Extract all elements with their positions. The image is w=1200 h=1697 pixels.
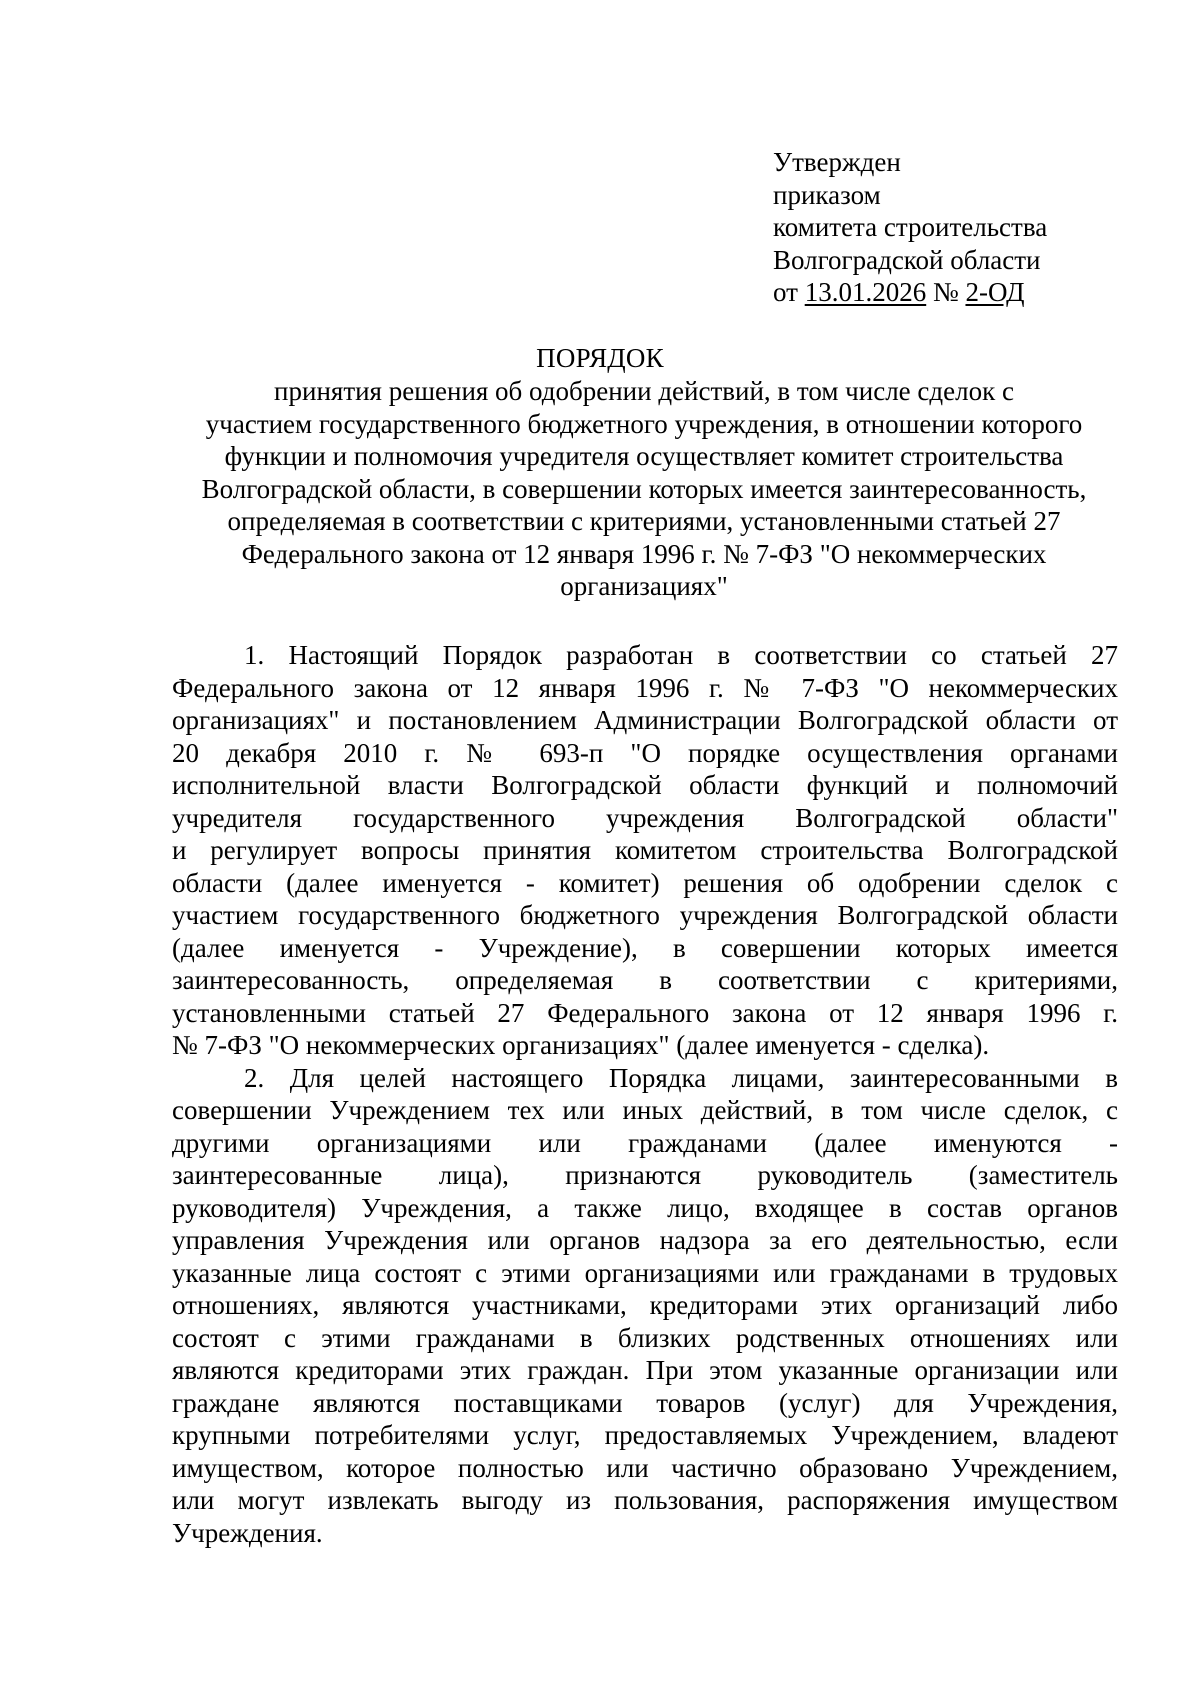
approval-line: приказом — [773, 179, 881, 210]
text-line: руководителя) Учреждения, а также лицо, входящее в состав органов — [172, 1192, 1118, 1223]
date-prefix: от — [773, 277, 805, 307]
text-line: Учреждения. — [172, 1517, 323, 1548]
text-line: учредителя государственного учреждения Волгоградской области" — [172, 802, 1118, 833]
text-line: и регулирует вопросы принятия комитетом строительства Волгоградской — [172, 835, 1118, 865]
subtitle-line: организациях" — [560, 571, 728, 601]
text-line: управления Учреждения или органов надзора за его деятельностью, если — [172, 1225, 1118, 1255]
text-line: 2. Для целей настоящего Порядка лицами, заинтересованными в — [244, 1062, 1118, 1093]
text-line: или могут извлекать выгоду из пользования, распоряжения имуществом — [172, 1485, 1118, 1515]
approval-line: Утвержден — [773, 147, 901, 177]
approval-date-line — [773, 276, 1047, 309]
text-line: организациях" и постановлением Администрации Волгоградской области от — [172, 705, 1118, 735]
approval-line: комитета строительства — [773, 212, 1048, 242]
text-line: граждане являются поставщиками товаров (услуг) для Учреждения, — [172, 1387, 1118, 1418]
text-line: участием государственного бюджетного учреждения Волгоградской области — [172, 900, 1118, 930]
order-date: 13.01.2026 — [804, 277, 927, 307]
text-line: Федерального закона от 12 января 1996 г. № 7-ФЗ "О некоммерческих — [172, 672, 1118, 703]
document-body — [172, 639, 1118, 1549]
text-line: области (далее именуется - комитет) решения об одобрении сделок с — [172, 867, 1118, 898]
subtitle-line: участием государственного бюджетного учреждения, в отношении которого — [205, 408, 1083, 439]
text-line: являются кредиторами этих граждан. При этом указанные организации или — [172, 1355, 1118, 1385]
subtitle-line: функции и полномочия учредителя осуществляет комитет строительства — [224, 441, 1064, 471]
document-title: ПОРЯДОК — [536, 343, 664, 373]
approval-block — [773, 146, 1047, 309]
text-line: № 7-ФЗ "О некоммерческих организациях" (далее именуется - сделка). — [172, 1030, 990, 1060]
text-line: имуществом, которое полностью или частично образовано Учреждением, — [172, 1452, 1118, 1483]
text-line: отношениях, являются участниками, кредиторами этих организаций либо — [172, 1290, 1118, 1320]
text-line: установленными статьей 27 Федерального закона от 12 января 1996 г. — [172, 997, 1118, 1028]
text-line: заинтересованность, определяемая в соответствии с критериями, — [172, 965, 1118, 995]
text-line: совершении Учреждением тех или иных действий, в том числе сделок, с — [172, 1095, 1118, 1125]
paragraph-2 — [172, 1062, 1118, 1550]
approval-line: Волгоградской области — [773, 244, 1041, 275]
text-line: 1. Настоящий Порядок разработан в соответствии со статьей 27 — [244, 640, 1118, 670]
text-line: крупными потребителями услуг, предоставляемых Учреждением, владеют — [172, 1420, 1118, 1450]
text-line: (далее именуется - Учреждение), в совершении которых имеется — [172, 932, 1118, 963]
subtitle-line: Волгоградской области, в совершении которых имеется заинтересованность, — [201, 473, 1087, 504]
subtitle-line: Федерального закона от 12 января 1996 г. № 7-ФЗ "О некоммерческих — [241, 538, 1047, 569]
text-line: другими организациями или гражданами (далее именуются - — [172, 1127, 1118, 1158]
text-line: исполнительной власти Волгоградской области функций и полномочий — [172, 770, 1118, 800]
subtitle-line: определяемая в соответствии с критериями, установленными статьей 27 — [227, 506, 1061, 536]
document-subtitle — [170, 375, 1118, 603]
number-prefix: № — [926, 277, 966, 307]
text-line: заинтересованные лица), признаются руководитель (заместитель — [172, 1160, 1118, 1190]
paragraph-1 — [172, 639, 1118, 1062]
text-line: указанные лица состоят с этими организациями или гражданами в трудовых — [172, 1257, 1118, 1288]
text-line: состоят с этими гражданами в близких родственных отношениях или — [172, 1322, 1118, 1353]
text-line: 20 декабря 2010 г. № 693-п "О порядке осуществления органами — [172, 737, 1118, 768]
order-number: 2-ОД — [965, 277, 1025, 307]
subtitle-line: принятия решения об одобрении действий, в том числе сделок с — [274, 376, 1014, 406]
